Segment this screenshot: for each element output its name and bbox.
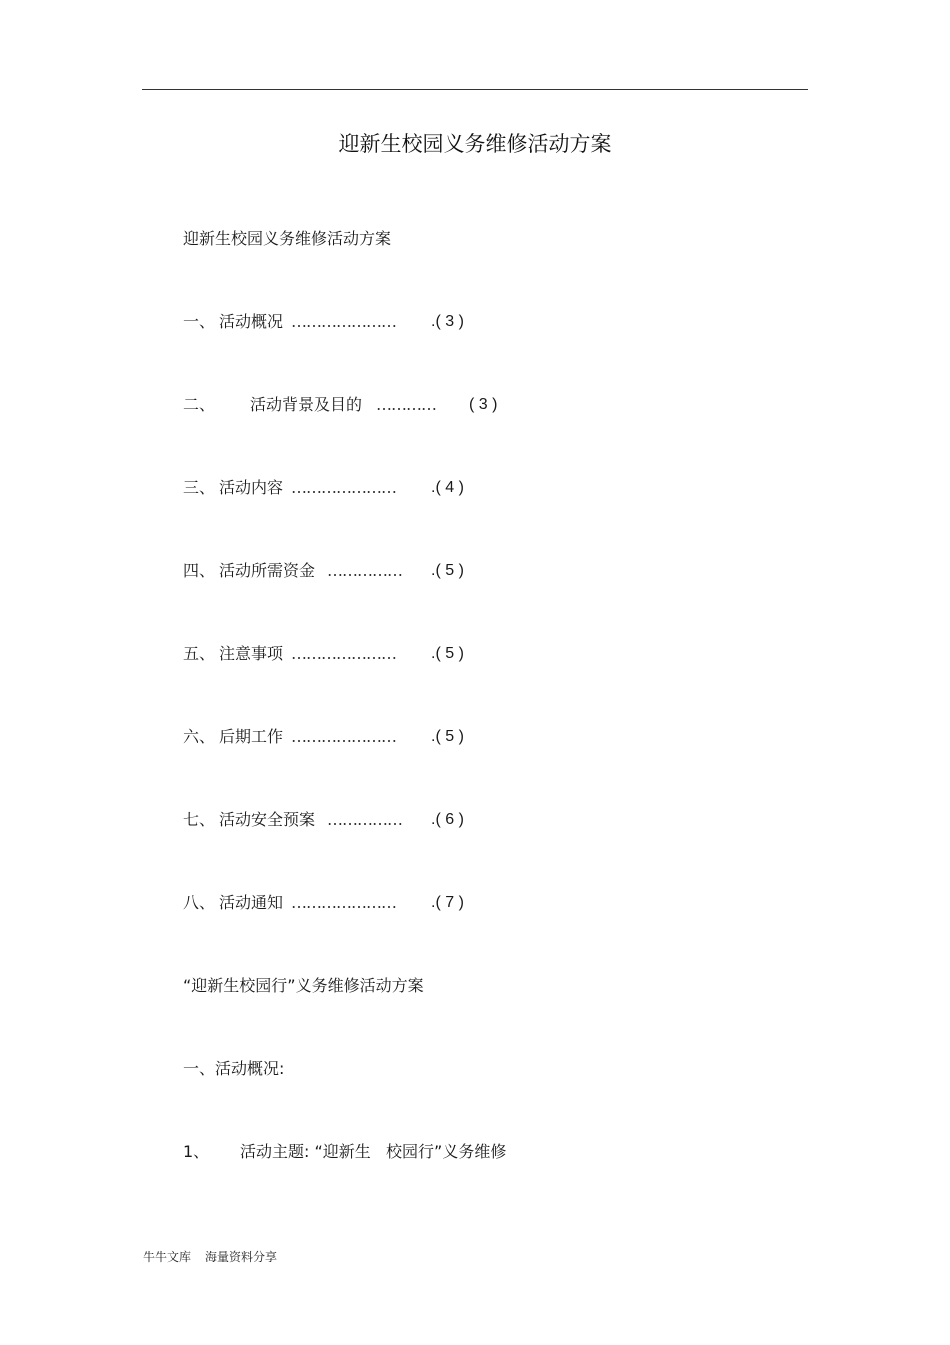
section-one-heading: 一、活动概况:: [183, 1059, 285, 1078]
toc-number: 三、: [183, 478, 216, 497]
toc-entry[interactable]: [183, 477, 543, 499]
toc-label: 活动背景及目的: [250, 395, 363, 414]
document-subtitle: 迎新生校园义务维修活动方案: [183, 229, 392, 248]
toc-number: 一、: [183, 312, 216, 331]
toc-leader-dots: ……………: [327, 561, 402, 580]
list-item-number: 1、: [183, 1142, 210, 1161]
footer-brand: 牛牛文库: [143, 1250, 192, 1264]
list-item-text: 活动主题: “迎新生 校园行”义务维修: [240, 1142, 507, 1161]
toc-entry[interactable]: [183, 892, 543, 914]
toc-page-number: .( 6 ): [431, 811, 464, 828]
toc-number: 八、: [183, 893, 216, 912]
toc-number: 七、: [183, 810, 216, 829]
toc-entry[interactable]: [183, 809, 543, 831]
toc-leader-dots: …………: [376, 395, 436, 414]
toc-page-number: .( 5 ): [431, 645, 464, 662]
toc-entry[interactable]: [183, 560, 543, 582]
toc-page-number: .( 5 ): [431, 562, 464, 579]
toc-leader-dots: ……………: [327, 810, 402, 829]
footer-tagline: 海量资料分享: [205, 1250, 278, 1264]
toc-leader-dots: …………………: [291, 893, 396, 912]
toc-leader-dots: …………………: [291, 727, 396, 746]
toc-label: 活动所需资金: [219, 561, 316, 580]
list-item: [183, 1141, 603, 1163]
page-footer: [143, 1248, 277, 1266]
toc-page-number: .( 3 ): [431, 313, 464, 330]
toc-entry[interactable]: [183, 311, 543, 333]
toc-label: 注意事项: [219, 644, 284, 663]
toc-entry[interactable]: [183, 726, 543, 748]
section-heading: “迎新生校园行”义务维修活动方案: [183, 976, 424, 995]
document-title: 迎新生校园义务维修活动方案: [338, 132, 612, 156]
toc-label: 活动安全预案: [219, 810, 316, 829]
toc-page-number: .( 7 ): [431, 894, 464, 911]
toc-page-number: .( 5 ): [431, 728, 464, 745]
toc-label: 后期工作: [219, 727, 284, 746]
toc-leader-dots: …………………: [291, 478, 396, 497]
toc-entry[interactable]: [183, 643, 543, 665]
toc-label: 活动概况: [219, 312, 284, 331]
toc-number: 六、: [183, 727, 216, 746]
toc-label: 活动内容: [219, 478, 284, 497]
header-rule: [142, 89, 808, 90]
toc-leader-dots: …………………: [291, 312, 396, 331]
toc-number: 四、: [183, 561, 216, 580]
toc-number: 二、: [183, 395, 216, 414]
toc-leader-dots: …………………: [291, 644, 396, 663]
toc-page-number: .( 4 ): [431, 479, 464, 496]
toc-entry[interactable]: [183, 394, 543, 416]
toc-page-number: ( 3 ): [469, 396, 498, 413]
toc-label: 活动通知: [219, 893, 284, 912]
toc-number: 五、: [183, 644, 216, 663]
